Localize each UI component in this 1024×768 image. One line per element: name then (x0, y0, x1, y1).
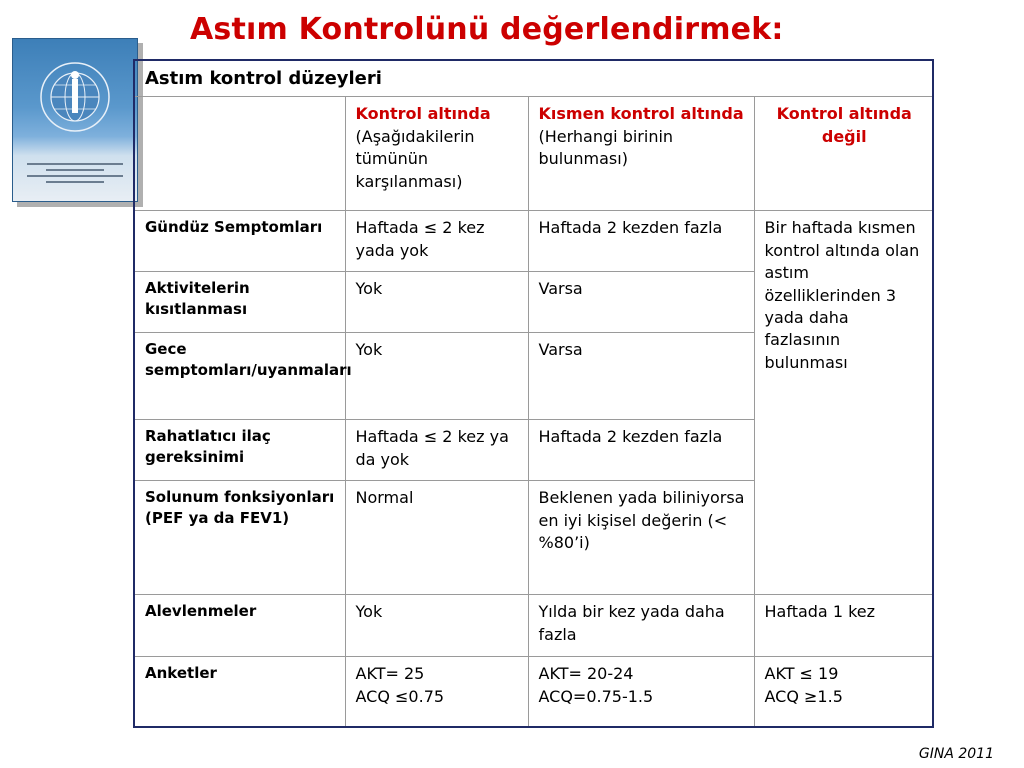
cell-partial: Varsa (528, 272, 754, 333)
row-label: Aktivitelerin kısıtlanması (134, 272, 345, 333)
table-header-row (134, 60, 933, 97)
cell-controlled: Yok (345, 272, 528, 333)
cell-controlled: Yok (345, 595, 528, 657)
cell-uncontrolled: Haftada 1 kez (754, 595, 933, 657)
empty-corner-cell (134, 97, 345, 211)
cell-partial: Haftada 2 kezden fazla (528, 211, 754, 272)
cell-controlled: Haftada ≤ 2 kez ya da yok (345, 420, 528, 481)
table-row (134, 595, 933, 657)
cell-partial: Yılda bir kez yada daha fazla (528, 595, 754, 657)
col-partial: Kısmen kontrol altında (Herhangi birinin bulunması) (528, 97, 754, 211)
cell-controlled: Yok (345, 333, 528, 420)
row-label: Alevlenmeler (134, 595, 345, 657)
cell-controlled: Haftada ≤ 2 kez yada yok (345, 211, 528, 272)
source-citation: GINA 2011 (918, 746, 994, 762)
gina-book-cover-icon (12, 38, 138, 202)
row-label: Gündüz Semptomları (134, 211, 345, 272)
row-label: Solunum fonksiyonları (PEF ya da FEV1) (134, 481, 345, 595)
cell-partial: Varsa (528, 333, 754, 420)
row-label: Anketler (134, 657, 345, 727)
cell-controlled: AKT= 25 ACQ ≤0.75 (345, 657, 528, 727)
asthma-control-table (133, 59, 934, 728)
col-uncontrolled: Kontrol altında değil (754, 97, 933, 211)
cell-controlled: Normal (345, 481, 528, 595)
row-label: Rahatlatıcı ilaç gereksinimi (134, 420, 345, 481)
table-row (134, 211, 933, 272)
col-controlled: Kontrol altında (Aşağıdakilerin tümünün karşılanması) (345, 97, 528, 211)
table-row (134, 657, 933, 727)
row-label: Gece semptomları/uyanmaları (134, 333, 345, 420)
globe-logo-icon (33, 45, 117, 155)
cell-partial: Beklenen yada biliniyorsa en iyi kişisel değerin (< %80’i) (528, 481, 754, 595)
cell-uncontrolled-note: Bir haftada kısmen kontrol altında olan astım özelliklerinden 3 yada daha fazlasının bulunması (754, 211, 933, 595)
column-header-row (134, 97, 933, 211)
cell-uncontrolled: AKT ≤ 19 ACQ ≥1.5 (754, 657, 933, 727)
slide-title: Astım Kontrolünü değerlendirmek: (190, 12, 784, 47)
table-header: Astım kontrol düzeyleri (134, 60, 933, 97)
cell-partial: Haftada 2 kezden fazla (528, 420, 754, 481)
book-cover-text-lines (27, 159, 123, 187)
cell-partial: AKT= 20-24 ACQ=0.75-1.5 (528, 657, 754, 727)
